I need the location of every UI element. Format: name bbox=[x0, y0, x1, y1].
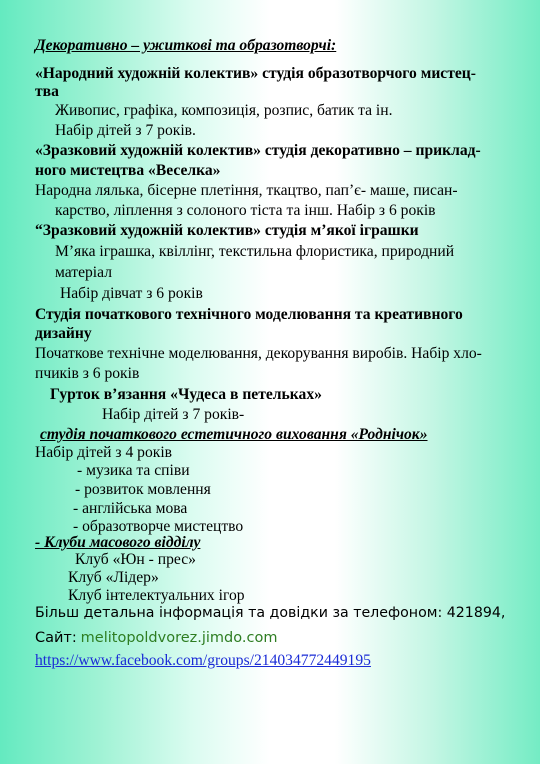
studio-description-cont: карство, ліплення з солоного тіста та інш. Набір з 6 років bbox=[55, 202, 436, 219]
studio-title-applied-art-cont: ного мистецтва «Веселка» bbox=[35, 162, 221, 179]
studio-title-applied-art: «Зразковий художній колектив» студія декоративно – приклад- bbox=[35, 142, 481, 159]
studio-description: Народна лялька, бісерне плетіння, ткацтво, пап’є- маше, писан- bbox=[35, 182, 458, 199]
studio-title-technical: Студія початкового технічного моделювання та креативного bbox=[35, 306, 463, 323]
club-item-yun-press: Клуб «Юн - прес» bbox=[75, 551, 196, 568]
program-item-speech: - розвиток мовлення bbox=[75, 481, 211, 498]
studio-age: Набір дітей з 7 років- bbox=[102, 406, 245, 423]
facebook-link[interactable]: https://www.facebook.com/groups/214034772449195 bbox=[35, 652, 371, 669]
studio-title-rodnichok: студія початкового естетичного виховання «Роднічок» bbox=[40, 426, 428, 443]
studio-title-soft-toys: “Зразковий художній колектив» студія м’якої іграшки bbox=[35, 222, 419, 239]
club-item-lider: Клуб «Лідер» bbox=[68, 569, 159, 586]
studio-description: М’яка іграшка, квіллінг, текстильна флористика, природний bbox=[55, 243, 455, 260]
program-item-music: - музика та співи bbox=[77, 462, 190, 479]
studio-description: Початкове технічне моделювання, декорування виробів. Набір хло- bbox=[35, 345, 482, 362]
program-item-english: - англійська мова bbox=[73, 500, 188, 517]
studio-description-cont: пчиків з 6 років bbox=[35, 365, 140, 382]
clubs-heading: - Клуби масового відділу bbox=[35, 534, 201, 551]
studio-title-technical-cont: дизайну bbox=[35, 325, 92, 342]
section-heading: Декоративно – ужиткові та образотворчі: bbox=[35, 37, 337, 54]
studio-title-knitting: Гурток в’язання «Чудеса в петельках» bbox=[50, 386, 322, 403]
website-url[interactable]: melitopoldvorez.jimdo.com bbox=[80, 630, 278, 646]
program-item-art: - образотворче мистецтво bbox=[73, 518, 244, 535]
studio-description: Живопис, графіка, композиція, розпис, батик та ін. bbox=[55, 102, 393, 119]
club-item-intellectual-games: Клуб інтелектуальних ігор bbox=[68, 587, 245, 604]
studio-age: Набір дітей з 7 років. bbox=[55, 122, 196, 139]
website-line bbox=[35, 629, 277, 647]
website-label: Сайт: bbox=[35, 630, 77, 646]
studio-age: Набір дітей з 4 років bbox=[35, 444, 173, 461]
studio-description-cont: матеріал bbox=[55, 264, 112, 281]
studio-title-folk-art: «Народний художній колектив» студія образотворчого мистец- bbox=[35, 65, 476, 82]
studio-age: Набір дівчат з 6 років bbox=[60, 285, 203, 302]
studio-title-folk-art-cont: тва bbox=[35, 83, 59, 100]
contact-phone-line: Більш детальна інформація та довідки за телефоном: 421894, bbox=[35, 605, 506, 621]
